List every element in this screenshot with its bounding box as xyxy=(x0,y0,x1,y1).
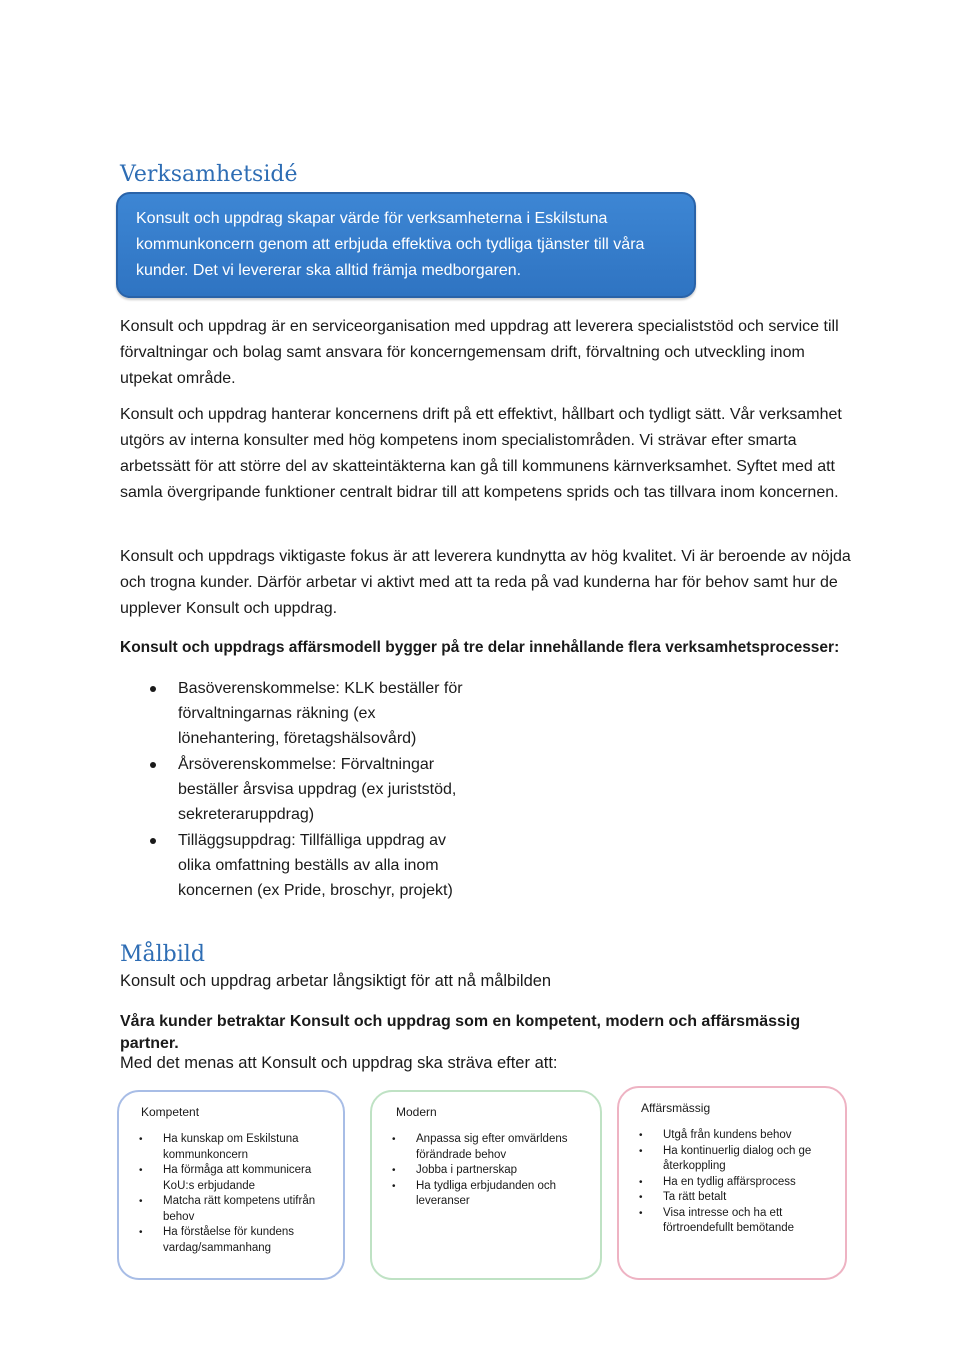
card-list-item: • Ha kontinuerlig dialog och ge återkoppling xyxy=(639,1144,825,1175)
card-title: Modern xyxy=(396,1105,437,1119)
card-modern xyxy=(370,1090,602,1280)
card-list-item: • Ha förståelse för kundens vardag/sammanhang xyxy=(139,1225,323,1256)
list-item: Årsöverenskommelse: Förvaltningar beställer årsvisa uppdrag (ex juriststöd, sekreteraruppdrag) xyxy=(150,752,470,827)
card-list-item: • Ha en tydlig affärsprocess xyxy=(639,1175,825,1191)
goal-meaning: Med det menas att Konsult och uppdrag ska sträva efter att: xyxy=(120,1054,558,1072)
business-model-list xyxy=(150,676,470,903)
vision-statement-text: Konsult och uppdrag skapar värde för verksamheterna i Eskilstuna kommunkoncern genom att erbjuda effektiva och tydliga tjänster till våra kunder. Det vi levererar ska alltid främja medborgaren. xyxy=(136,210,645,279)
card-list-item: • Ha förmåga att kommunicera KoU:s erbjudande xyxy=(139,1163,323,1194)
vision-statement-box xyxy=(116,192,696,298)
card-list-item: • Ha kunskap om Eskilstuna kommunkoncern xyxy=(139,1132,323,1163)
heading-verksamhetside: Verksamhetsidé xyxy=(120,162,298,187)
card-title: Kompetent xyxy=(141,1105,200,1119)
paragraph-operations: Konsult och uppdrag hanterar koncernens drift på ett effektivt, hållbart och tydligt sätt. Vår verksamhet utgörs av interna konsulter med hög kompetens inom specialistområden. Vi strävar efter smarta arbetssätt för att större del av skatteintäkterna kan gå till kommunens kärnverksamhet. Syftet med att samla övergripande funktioner centralt bidrar till att kompetens sprids och tas tillvara inom koncernen. xyxy=(120,406,842,501)
card-list-item: • Ta rätt betalt xyxy=(639,1190,825,1206)
heading-malbild: Målbild xyxy=(120,942,205,967)
card-list xyxy=(639,1128,825,1237)
paragraph-intro: Konsult och uppdrag är en serviceorganisation med uppdrag att leverera specialiststöd och service till förvaltningar och bolag samt ansvara för koncerngemensam drift, förvaltning och utveckling inom utpekat område. xyxy=(120,318,839,387)
card-title: Affärsmässig xyxy=(641,1101,711,1115)
card-list-item: • Matcha rätt kompetens utifrån behov xyxy=(139,1194,323,1225)
card-kompetent xyxy=(117,1090,345,1280)
goal-intro: Konsult och uppdrag arbetar långsiktigt för att nå målbilden xyxy=(120,972,552,990)
card-list xyxy=(139,1132,323,1256)
business-model-heading: Konsult och uppdrags affärsmodell bygger på tre delar innehållande flera verksamhetsprocesser: xyxy=(120,639,840,656)
goal-statement: Våra kunder betraktar Konsult och uppdrag som en kompetent, modern och affärsmässig partner. xyxy=(120,1013,801,1052)
card-list-item: • Visa intresse och ha ett förtroendefullt bemötande xyxy=(639,1206,825,1237)
paragraph-customer-focus: Konsult och uppdrags viktigaste fokus är att leverera kundnytta av hög kvalitet. Vi är beroende av nöjda och trogna kunder. Därför arbetar vi aktivt med att ta reda på vad kunderna har för behov samt hur de upplever Konsult och uppdrag. xyxy=(120,548,851,617)
card-list-item: • Utgå från kundens behov xyxy=(639,1128,825,1144)
card-list-item: • Anpassa sig efter omvärldens förändrade behov xyxy=(392,1132,580,1163)
card-list xyxy=(392,1132,580,1210)
card-list-item: • Jobba i partnerskap xyxy=(392,1163,580,1179)
list-item: Tilläggsuppdrag: Tillfälliga uppdrag av olika omfattning beställs av alla inom koncernen (ex Pride, broschyr, projekt) xyxy=(150,828,470,903)
card-list-item: • Ha tydliga erbjudanden och leveranser xyxy=(392,1179,580,1210)
card-affarsmassig xyxy=(617,1086,847,1280)
list-item: Basöverenskommelse: KLK beställer för förvaltningarnas räkning (ex lönehantering, företagshälsovård) xyxy=(150,676,470,751)
